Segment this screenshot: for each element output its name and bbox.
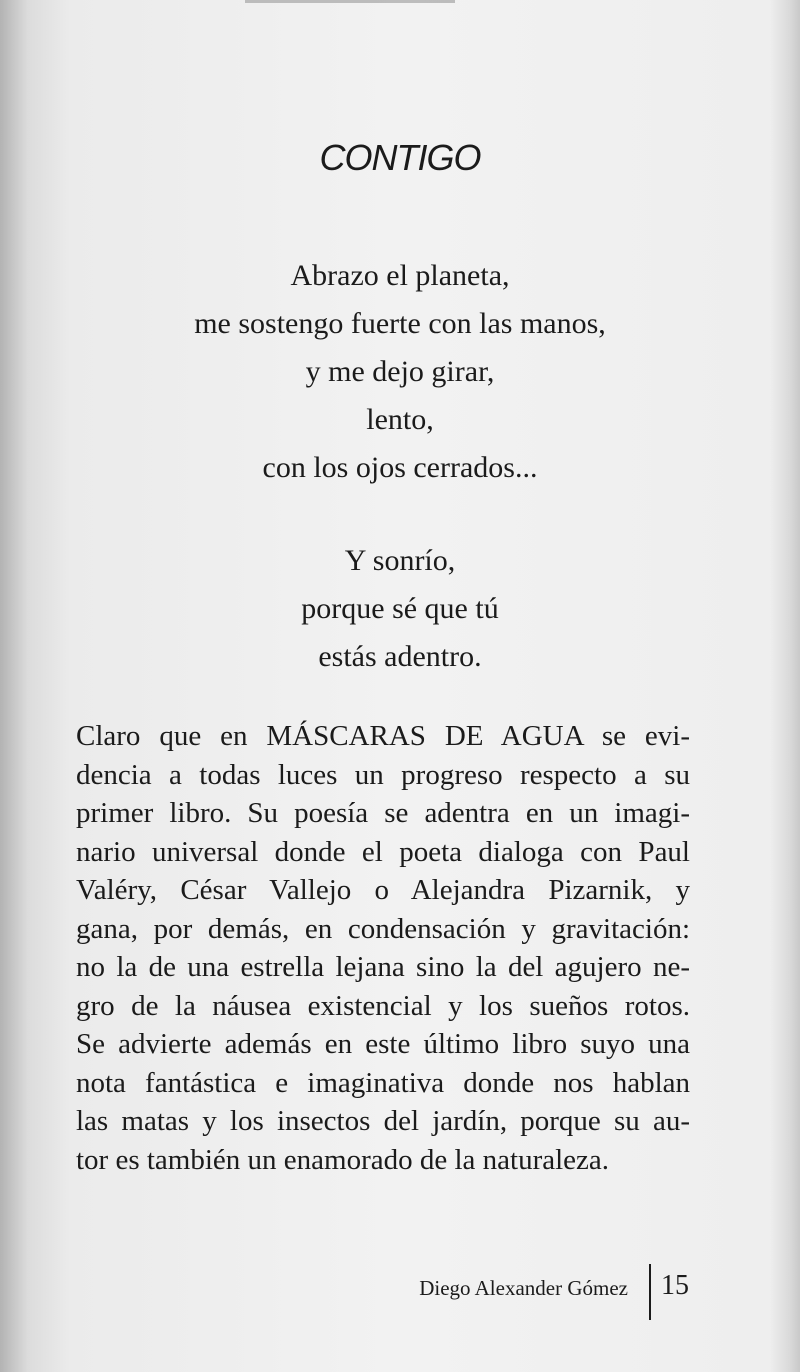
poem-stanza-1 [0, 252, 800, 492]
footer-divider [649, 1264, 651, 1320]
poem-verse: me sostengo fuerte con las manos, [194, 307, 606, 340]
commentary-line: Claro que en MÁSCARAS DE AGUA se evi- [76, 720, 690, 752]
commentary-line: nota fantástica e imaginativa donde nos hablan [76, 1066, 690, 1099]
commentary-line: primer libro. Su poesía se adentra en un imagi- [76, 797, 690, 829]
poem-verse: Abrazo el planeta, [290, 259, 510, 292]
commentary-line: gro de la náusea existencial y los sueños rotos. [76, 989, 690, 1022]
poem-title: CONTIGO [319, 137, 481, 178]
commentary-line: gana, por demás, en condensación y gravitación: [76, 912, 690, 945]
commentary-line: tor es también un enamorado de la naturaleza. [76, 1143, 610, 1176]
poem-stanza-2 [0, 537, 800, 681]
page-number: 15 [661, 1270, 689, 1301]
commentary-line: no la de una estrella lejana sino la del agujero ne- [76, 951, 690, 983]
commentary-line: las matas y los insectos del jardín, porque su au- [76, 1105, 690, 1137]
running-footer-author: Diego Alexander Gómez [419, 1276, 628, 1300]
commentary-line: dencia a todas luces un progreso respecto a su [76, 758, 690, 791]
commentary-paragraph [76, 717, 690, 1179]
poem-verse: y me dejo girar, [305, 355, 495, 388]
commentary-line: Se advierte además en este último libro suyo una [76, 1028, 690, 1060]
poem-verse: porque sé que tú [301, 592, 499, 625]
poem-verse: con los ojos cerrados... [262, 451, 538, 484]
commentary-line: nario universal donde el poeta dialoga con Paul [76, 835, 690, 868]
top-edge-mark [245, 0, 455, 3]
poem-verse: Y sonrío, [344, 544, 456, 577]
commentary-line: Valéry, César Vallejo o Alejandra Pizarnik, y [76, 874, 690, 906]
poem-verse: estás adentro. [318, 640, 482, 673]
poem-verse: lento, [366, 403, 434, 436]
